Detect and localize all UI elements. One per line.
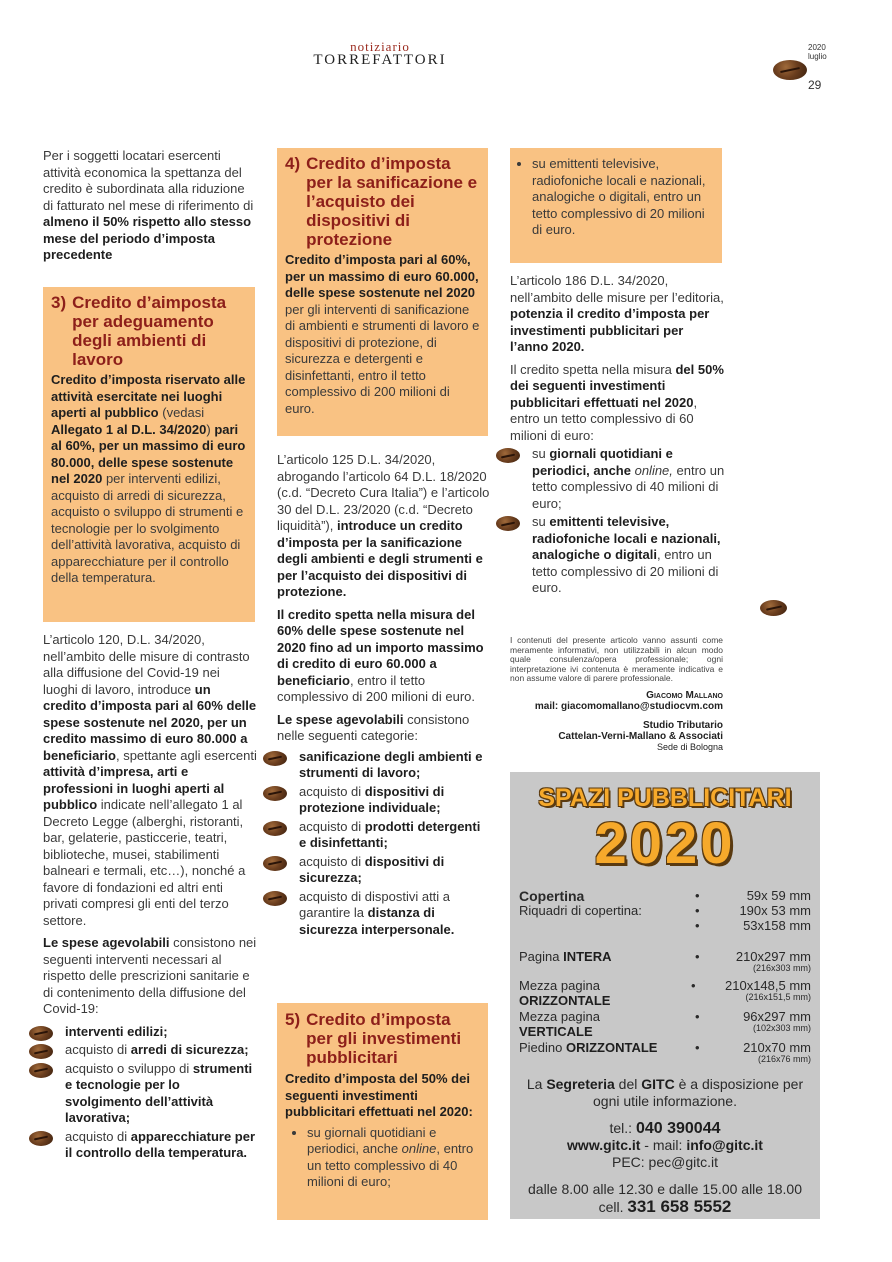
ad-title: SPAZI PUBBLICITARI	[538, 784, 792, 812]
column-1	[43, 148, 257, 270]
box-continuation	[510, 148, 722, 263]
rate-row: Riquadri di copertina: • 190x 53 mm	[519, 903, 811, 918]
masthead	[300, 40, 460, 68]
ad-contacts	[510, 1120, 820, 1216]
list-item: acquisto di dispositivi di protezione individuale;	[277, 784, 491, 817]
column-3-body	[510, 273, 725, 599]
ad-web-mail: www.gitc.it - mail: info@gitc.it	[567, 1137, 763, 1153]
credito-paragraph: Il credito spetta nella misura del 50% dei seguenti investimenti pubblicitari effettuati nel 2020, entro un tetto complessivo di 60 milioni di euro:	[510, 361, 724, 443]
column-1-body	[43, 632, 257, 1164]
studio-name: Studio Tributario	[643, 720, 723, 731]
list-item: su giornali quotidiani e periodici, anche online, entro un tetto complessivo di 40 milioni di euro;	[510, 446, 725, 512]
column-2-body	[277, 452, 491, 940]
list-interventi	[43, 1024, 257, 1162]
box-3-title: 3) Credito d’aimposta per adeguamento degli ambienti di lavoro	[51, 293, 227, 369]
spese-paragraph-2: Le spese agevolabili consistono nelle seguenti categorie:	[277, 711, 470, 743]
misura-paragraph: Il credito spetta nella misura del 60% delle spese sostenute nel 2020 fino ad un importo massimo di credito di euro 60.000 a beneficiario, entro il tetto complessivo di 200 milioni di euro.	[277, 606, 484, 704]
box-5-list	[285, 1125, 481, 1191]
masthead-small: notiziario	[350, 39, 410, 54]
ad-mail-link[interactable]: info@gitc.it	[686, 1137, 763, 1153]
coffee-bean-icon	[263, 786, 287, 801]
list-item: acquisto di dispositivi di sicurezza;	[277, 854, 491, 887]
ad-phone: tel.: 040 390044	[609, 1120, 721, 1137]
ad-hours: dalle 8.00 alle 12.30 e dalle 15.00 alle 18.00	[528, 1181, 802, 1197]
issue-date	[808, 43, 827, 61]
list-item: • su emittenti televisive, radiofoniche locali e nazionali, analogiche o digitali, entro un tetto complessivo di 20 milioni di euro.	[532, 156, 714, 239]
list-investimenti	[510, 446, 725, 597]
list-item: • su giornali quotidiani e periodici, anche online, entro un tetto complessivo di 40 milioni di euro;	[307, 1125, 481, 1191]
issue-month: luglio	[808, 52, 827, 61]
rate-row: • 53x158 mm	[695, 918, 811, 933]
locatari-paragraph: Per i soggetti locatari esercenti attività economica la spettanza del credito è subordinata alla riduzione di fatturato nel mese di riferimento di almeno il 50% rispetto allo stesso mese del periodo d’imposta precedente	[43, 148, 254, 262]
page-number: 29	[808, 78, 822, 92]
masthead-title: TORREFATTORI	[313, 52, 447, 68]
box-5-lead: Credito d’imposta del 50% dei seguenti investimenti pubblicitari effettuati nel 2020:	[285, 1071, 473, 1119]
art120-paragraph: L’articolo 120, D.L. 34/2020, nell’ambito delle misure di contrasto alla diffusione del Covid-19 nei luoghi di lavoro, introduce un credito d’imposta pari al 60% delle spese sostenute nel 2020, per un credito massimo di euro 80.000 a beneficiario, spettante agli esercenti attività d’impresa, arti e professioni in luoghi aperti al pubblico indicate nell’allegato 1 al Decreto Legge (alberghi, ristoranti, bar, gelaterie, pasticcerie, teatri, biblioteche, musei, stabilimenti balneari e termali, etc…), nonché a favore di fondazioni ed altri enti privati compresi gli enti del terzo settore.	[43, 632, 257, 928]
list-item: interventi edilizi;	[43, 1024, 257, 1041]
issue-year: 2020	[808, 43, 826, 52]
ad-pec: PEC: pec@gitc.it	[611, 1154, 719, 1170]
studio-seat: Sede di Bologna	[656, 742, 723, 752]
coffee-bean-icon	[29, 1131, 53, 1146]
box-credito-3	[43, 287, 255, 622]
ad-rates-table	[519, 888, 811, 1070]
ad-cell: cell. 331 658 5552	[598, 1197, 732, 1216]
author-block	[510, 690, 723, 753]
rate-row: Mezza pagina ORIZZONTALE • 210x148,5 mm (216x151,5 mm)	[519, 978, 811, 1008]
ad-website-link[interactable]: www.gitc.it	[567, 1137, 641, 1153]
list-item: sanificazione degli ambienti e strumenti di lavoro;	[277, 749, 491, 782]
disclaimer: I contenuti del presente articolo vanno assunti come meramente informativi, non utilizzabili in alcun modo quale consulenza/opera professionale; ogni interpretazione ivi contenuta è meramente indicativa e non assume valore di parere professionale.	[510, 635, 723, 683]
studio-partners: Cattelan-Verni-Mallano & Associati	[558, 731, 723, 742]
coffee-bean-icon	[263, 856, 287, 871]
list-item: acquisto di apparecchiature per il controllo della temperatura.	[43, 1129, 257, 1162]
coffee-bean-icon	[760, 600, 787, 616]
coffee-bean-icon	[29, 1063, 53, 1078]
box-5-title: 5) Credito d’imposta per gli investimenti pubblicitari	[285, 1010, 462, 1067]
coffee-bean-icon	[773, 60, 807, 80]
author-email[interactable]: mail: giacomomallano@studiocvm.com	[534, 701, 723, 712]
coffee-bean-icon	[263, 821, 287, 836]
box-4-title: 4) Credito d’imposta per la sanificazione e l’acquisto dei dispositivi di protezione	[285, 154, 478, 249]
coffee-bean-icon	[29, 1026, 53, 1041]
box-credito-4	[277, 148, 488, 436]
ad-year: 2020	[594, 811, 736, 876]
box-continuation-list	[510, 156, 722, 239]
coffee-bean-icon	[29, 1044, 53, 1059]
list-categorie	[277, 749, 491, 939]
rate-row: Mezza pagina VERTICALE • 96x297 mm (102x303 mm)	[519, 1009, 811, 1039]
rate-row: Piedino ORIZZONTALE • 210x70 mm (216x76 mm)	[519, 1040, 811, 1064]
box-4-text: Credito d’imposta pari al 60%, per un massimo di euro 60.000, delle spese sostenute nel 2020 per gli interventi di sanificazione di ambienti e strumenti di lavoro e dispositivi di protezione, di sicurezza e detergenti e disinfettanti, entro il tetto complessivo di 200 milioni di euro.	[285, 252, 480, 416]
box-credito-5	[277, 1003, 488, 1220]
list-item: acquisto di arredi di sicurezza;	[43, 1042, 257, 1059]
coffee-bean-icon	[496, 516, 520, 531]
list-item: acquisto o sviluppo di strumenti e tecnologie per lo svolgimento dell’attività lavorativa;	[43, 1061, 257, 1127]
coffee-bean-icon	[263, 751, 287, 766]
art125-paragraph: L’articolo 125 D.L. 34/2020, abrogando l’articolo 64 D.L. 18/2020 (c.d. “Decreto Cura Italia”) e l’articolo 30 del D.L. 23/2020 (c.d. “Decreto liquidità”), introduce un credito d’imposta per la sanificazione degli ambienti e degli strumenti e per l’acquisto dei dispositivi di protezione.	[277, 452, 490, 599]
coffee-bean-icon	[496, 448, 520, 463]
coffee-bean-icon	[263, 891, 287, 906]
ad-spazi-pubblicitari	[510, 772, 820, 1219]
rate-row: Copertina • 59x 59 mm	[519, 888, 811, 904]
spese-paragraph-1: Le spese agevolabili consistono nei seguenti interventi necessari al rispetto delle prescrizioni sanitarie e di contenimento della diffusione del Covid-19:	[43, 935, 257, 1016]
list-item: acquisto di dispostivi atti a garantire la distanza di sicurezza interpersonale.	[277, 889, 491, 939]
art186-paragraph: L’articolo 186 D.L. 34/2020, nell’ambito delle misure per l’editoria, potenzia il credito d’imposta per investimenti pubblicitari per l’anno 2020.	[510, 273, 724, 354]
box-3-text: Credito d’imposta riservato alle attività esercitate nei luoghi aperti al pubblico (vedasi Allegato 1 al D.L. 34/2020) pari al 60%, per un massimo di euro 80.000, delle spese sostenute nel 2020 per interventi edilizi, acquisto di arredi di sicurezza, acquisto o sviluppo di strumenti e tecnologie per lo svolgimento dell’attività lavorativa, acquisto di apparecchiature per il controllo della temperatura.	[51, 372, 246, 585]
list-item: su emittenti televisive, radiofoniche locali e nazionali, analogiche o digitali, entro un tetto complessivo di 20 milioni di euro.	[510, 514, 725, 597]
rate-row: Pagina INTERA • 210x297 mm (216x303 mm)	[519, 949, 811, 973]
author-name: Giacomo Mallano	[646, 690, 723, 701]
ad-segreteria: La Segreteria del GITC è a disposizione per ogni utile informazione.	[526, 1076, 804, 1109]
list-item: acquisto di prodotti detergenti e disinfettanti;	[277, 819, 491, 852]
